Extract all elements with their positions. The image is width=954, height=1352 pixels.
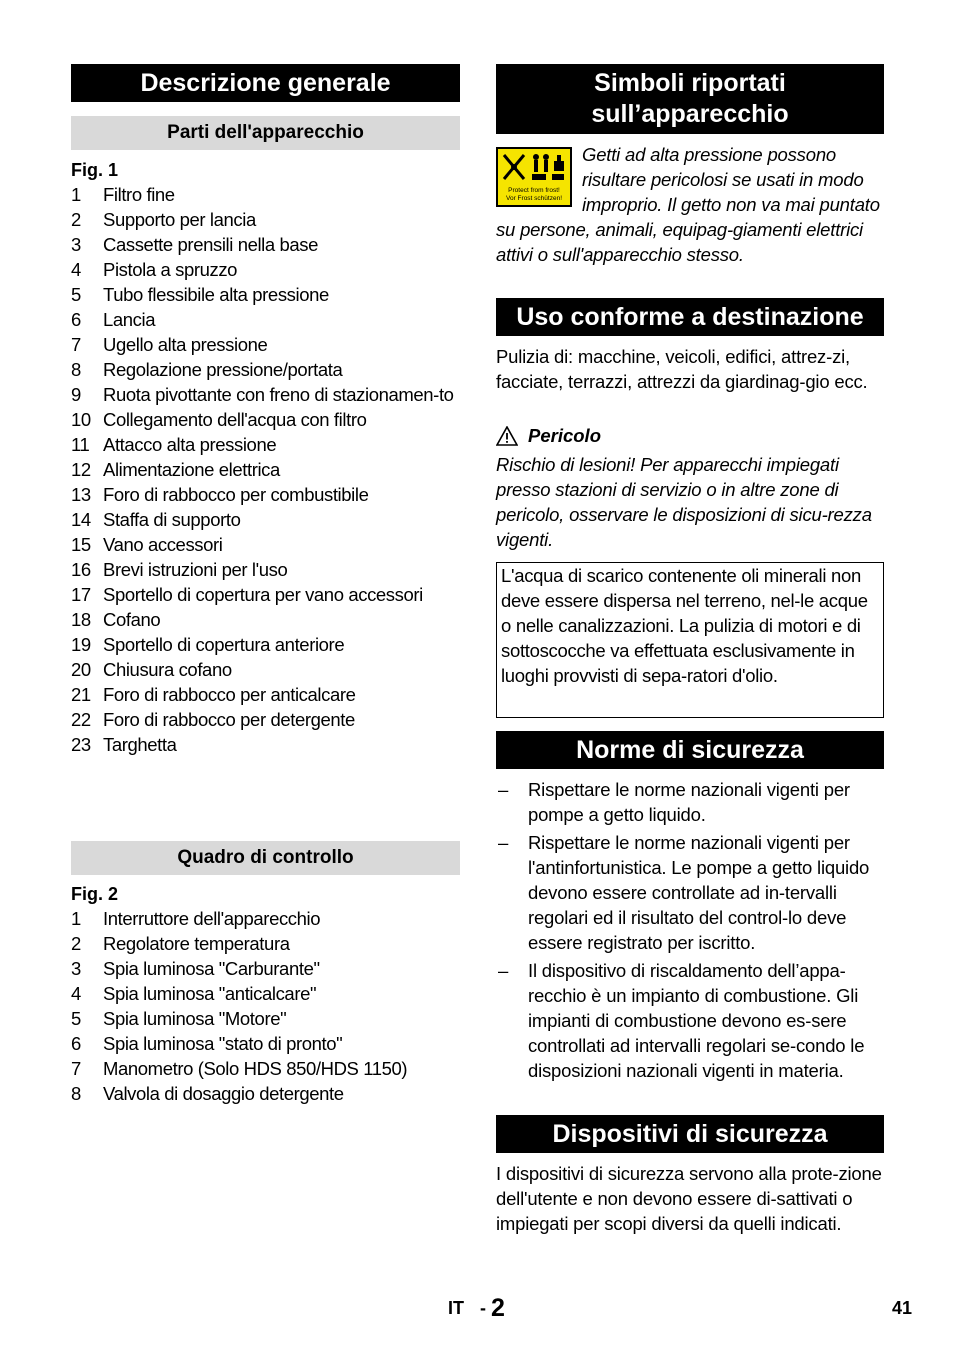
section-title-safety-devices: Dispositivi di sicurezza <box>496 1115 884 1153</box>
list-item <box>71 732 460 757</box>
list-item <box>71 207 460 232</box>
list-item-text: Spia luminosa "Motore" <box>103 1008 287 1029</box>
list-item <box>71 232 460 257</box>
subsection-title-parts: Parti dell'apparecchio <box>71 116 460 150</box>
list-item-text: Spia luminosa "Carburante" <box>103 958 320 979</box>
list-item-number: 21 <box>71 684 91 705</box>
list-item-number: 20 <box>71 659 91 680</box>
fig-label-1: Fig. 1 <box>71 160 119 180</box>
list-item <box>71 906 460 931</box>
footer-page-number: 41 <box>891 1298 912 1318</box>
list-item <box>71 332 460 357</box>
list-item <box>71 632 460 657</box>
list-item-text: Lancia <box>103 309 156 330</box>
symbols-text: Getti ad alta pressione possono risultare pericolosi se usati in modo improprio. Il getto non va mai puntato su persone, animali, equipag-giamenti elettrici attivi o sull'apparecchio stesso. <box>496 144 880 265</box>
list-item-text: Sportello di copertura per vano accessori <box>103 584 423 605</box>
section-title-symbols: Simboli riportati sull’apparecchio <box>496 64 884 134</box>
list-item <box>71 457 460 482</box>
list-item <box>71 382 460 407</box>
list-item <box>71 956 460 981</box>
list-item-text: Regolazione pressione/portata <box>103 359 343 380</box>
section-title-intended-use: Uso conforme a destinazione <box>496 298 884 336</box>
list-item <box>71 182 460 207</box>
list-item-text: Targhetta <box>103 734 177 755</box>
list-item-number: 23 <box>71 734 91 755</box>
list-item-text: Interruttore dell'apparecchio <box>103 908 321 929</box>
list-item-number: 5 <box>71 1008 81 1029</box>
safety-devices-text: I dispositivi di sicurezza servono alla prote-zione dell'utente e non devono essere di-sattivati o impiegati per scopi diversi da quelli indicati. <box>496 1163 882 1234</box>
list-item-text: Alimentazione elettrica <box>103 459 280 480</box>
list-item-text: Vano accessori <box>103 534 223 555</box>
list-item-number: 1 <box>71 908 81 929</box>
list-item <box>71 657 460 682</box>
list-item-number: 19 <box>71 634 91 655</box>
symbol-label-line1: Protect from frost! <box>508 187 560 194</box>
footer-section-number: 2 <box>491 1294 505 1322</box>
list-item-number: 18 <box>71 609 91 630</box>
subsection-title-control-panel: Quadro di controllo <box>71 841 460 875</box>
list-item-text: Ugello alta pressione <box>103 334 268 355</box>
list-item <box>71 1031 460 1056</box>
list-item-number: 22 <box>71 709 91 730</box>
fig-label-2: Fig. 2 <box>71 884 119 904</box>
list-item-number: 6 <box>71 309 81 330</box>
list-item <box>496 830 884 955</box>
list-item-number: 2 <box>71 209 81 230</box>
list-item <box>71 282 460 307</box>
list-item-number: 7 <box>71 1058 81 1079</box>
list-item <box>71 357 460 382</box>
list-item-text: Valvola di dosaggio detergente <box>103 1083 344 1104</box>
bullet-text: Rispettare le norme nazionali vigenti per l'antinfortunistica. Le pompe a getto liquido devono essere controllate ad in-tervalli regolari ed il risultato del control-lo deve essere registrato per iscritto. <box>528 832 870 953</box>
warning-triangle-icon <box>496 426 518 446</box>
list-item-number: 4 <box>71 259 81 280</box>
list-item <box>71 607 460 632</box>
list-item <box>71 931 460 956</box>
list-item <box>71 257 460 282</box>
list-item-number: 15 <box>71 534 91 555</box>
list-item-text: Filtro fine <box>103 184 175 205</box>
list-item-number: 8 <box>71 359 81 380</box>
list-item-number: 9 <box>71 384 81 405</box>
bullet-dash: – <box>498 832 509 853</box>
parts-list <box>71 182 460 757</box>
danger-text: Rischio di lesioni! Per apparecchi impiegati presso stazioni di servizio o in altre zone di pericolo, osservare le disposizioni di sicu-rezza vigenti. <box>496 454 872 550</box>
list-item-number: 8 <box>71 1083 81 1104</box>
list-item-number: 7 <box>71 334 81 355</box>
list-item-text: Pistola a spruzzo <box>103 259 238 280</box>
list-item <box>71 682 460 707</box>
list-item-number: 2 <box>71 933 81 954</box>
bullet-dash: – <box>498 960 509 981</box>
danger-heading <box>496 423 601 448</box>
list-item-text: Brevi istruzioni per l'uso <box>103 559 288 580</box>
intended-use-text: Pulizia di: macchine, veicoli, edifici, attrez-zi, facciate, terrazzi, attrezzi da giardinag-gio ecc. <box>496 346 868 392</box>
list-item <box>71 1056 460 1081</box>
list-item-text: Manometro (Solo HDS 850/HDS 1150) <box>103 1058 408 1079</box>
danger-label: Pericolo <box>528 425 601 446</box>
list-item <box>71 582 460 607</box>
list-item <box>71 507 460 532</box>
list-item <box>71 981 460 1006</box>
bullet-text: Rispettare le norme nazionali vigenti per pompe a getto liquido. <box>528 779 850 825</box>
list-item <box>71 432 460 457</box>
footer-language: IT <box>448 1298 464 1318</box>
list-item-number: 3 <box>71 958 81 979</box>
list-item-text: Spia luminosa "anticalcare" <box>103 983 317 1004</box>
list-item <box>71 307 460 332</box>
control-panel-list <box>71 906 460 1106</box>
list-item-number: 16 <box>71 559 91 580</box>
list-item-text: Chiusura cofano <box>103 659 232 680</box>
list-item-text: Staffa di supporto <box>103 509 241 530</box>
list-item <box>496 958 884 1083</box>
list-item-number: 1 <box>71 184 81 205</box>
list-item <box>71 482 460 507</box>
list-item-number: 13 <box>71 484 91 505</box>
list-item-text: Regolatore temperatura <box>103 933 290 954</box>
safety-rules-list <box>496 777 884 1086</box>
section-title-safety-rules: Norme di sicurezza <box>496 731 884 769</box>
list-item-text: Tubo flessibile alta pressione <box>103 284 329 305</box>
list-item-number: 3 <box>71 234 81 255</box>
list-item <box>71 1006 460 1031</box>
list-item-number: 17 <box>71 584 91 605</box>
oil-notice-box: L'acqua di scarico contenente oli minerali non deve essere dispersa nel terreno, nel-le acque o nelle canalizzazioni. La pulizia di motori e di sottoscocche va effettuata esclusivamente in luoghi provvisti di sepa-ratori d'olio. <box>496 562 884 718</box>
list-item-number: 4 <box>71 983 81 1004</box>
list-item <box>71 1081 460 1106</box>
list-item-text: Foro di rabbocco per combustibile <box>103 484 369 505</box>
section-title-general-description: Descrizione generale <box>71 64 460 102</box>
symbol-label-line2: Vor Frost schützen! <box>506 195 562 202</box>
footer-separator: - <box>480 1298 486 1318</box>
bullet-text: Il dispositivo di riscaldamento dell’appa-recchio è un impianto di combustione. Gli impianti di combustione devono es-sere controllati ad intervalli regolari se-condo le disposizioni nazionali vigenti in materia. <box>528 960 865 1081</box>
list-item-number: 14 <box>71 509 91 530</box>
list-item <box>71 557 460 582</box>
list-item-text: Attacco alta pressione <box>103 434 277 455</box>
list-item-number: 10 <box>71 409 91 430</box>
list-item <box>71 407 460 432</box>
list-item-text: Ruota pivottante con freno di stazionamen-to <box>103 384 454 405</box>
list-item-number: 5 <box>71 284 81 305</box>
list-item-text: Sportello di copertura anteriore <box>103 634 345 655</box>
list-item-text: Collegamento dell'acqua con filtro <box>103 409 367 430</box>
list-item-number: 6 <box>71 1033 81 1054</box>
bullet-dash: – <box>498 779 509 800</box>
list-item <box>496 777 884 827</box>
list-item-text: Spia luminosa "stato di pronto" <box>103 1033 343 1054</box>
list-item-text: Cofano <box>103 609 161 630</box>
list-item <box>71 532 460 557</box>
list-item-text: Foro di rabbocco per anticalcare <box>103 684 356 705</box>
list-item-text: Cassette prensili nella base <box>103 234 319 255</box>
list-item-text: Foro di rabbocco per detergente <box>103 709 355 730</box>
list-item <box>71 707 460 732</box>
list-item-number: 12 <box>71 459 91 480</box>
list-item-text: Supporto per lancia <box>103 209 256 230</box>
list-item-number: 11 <box>71 434 90 455</box>
